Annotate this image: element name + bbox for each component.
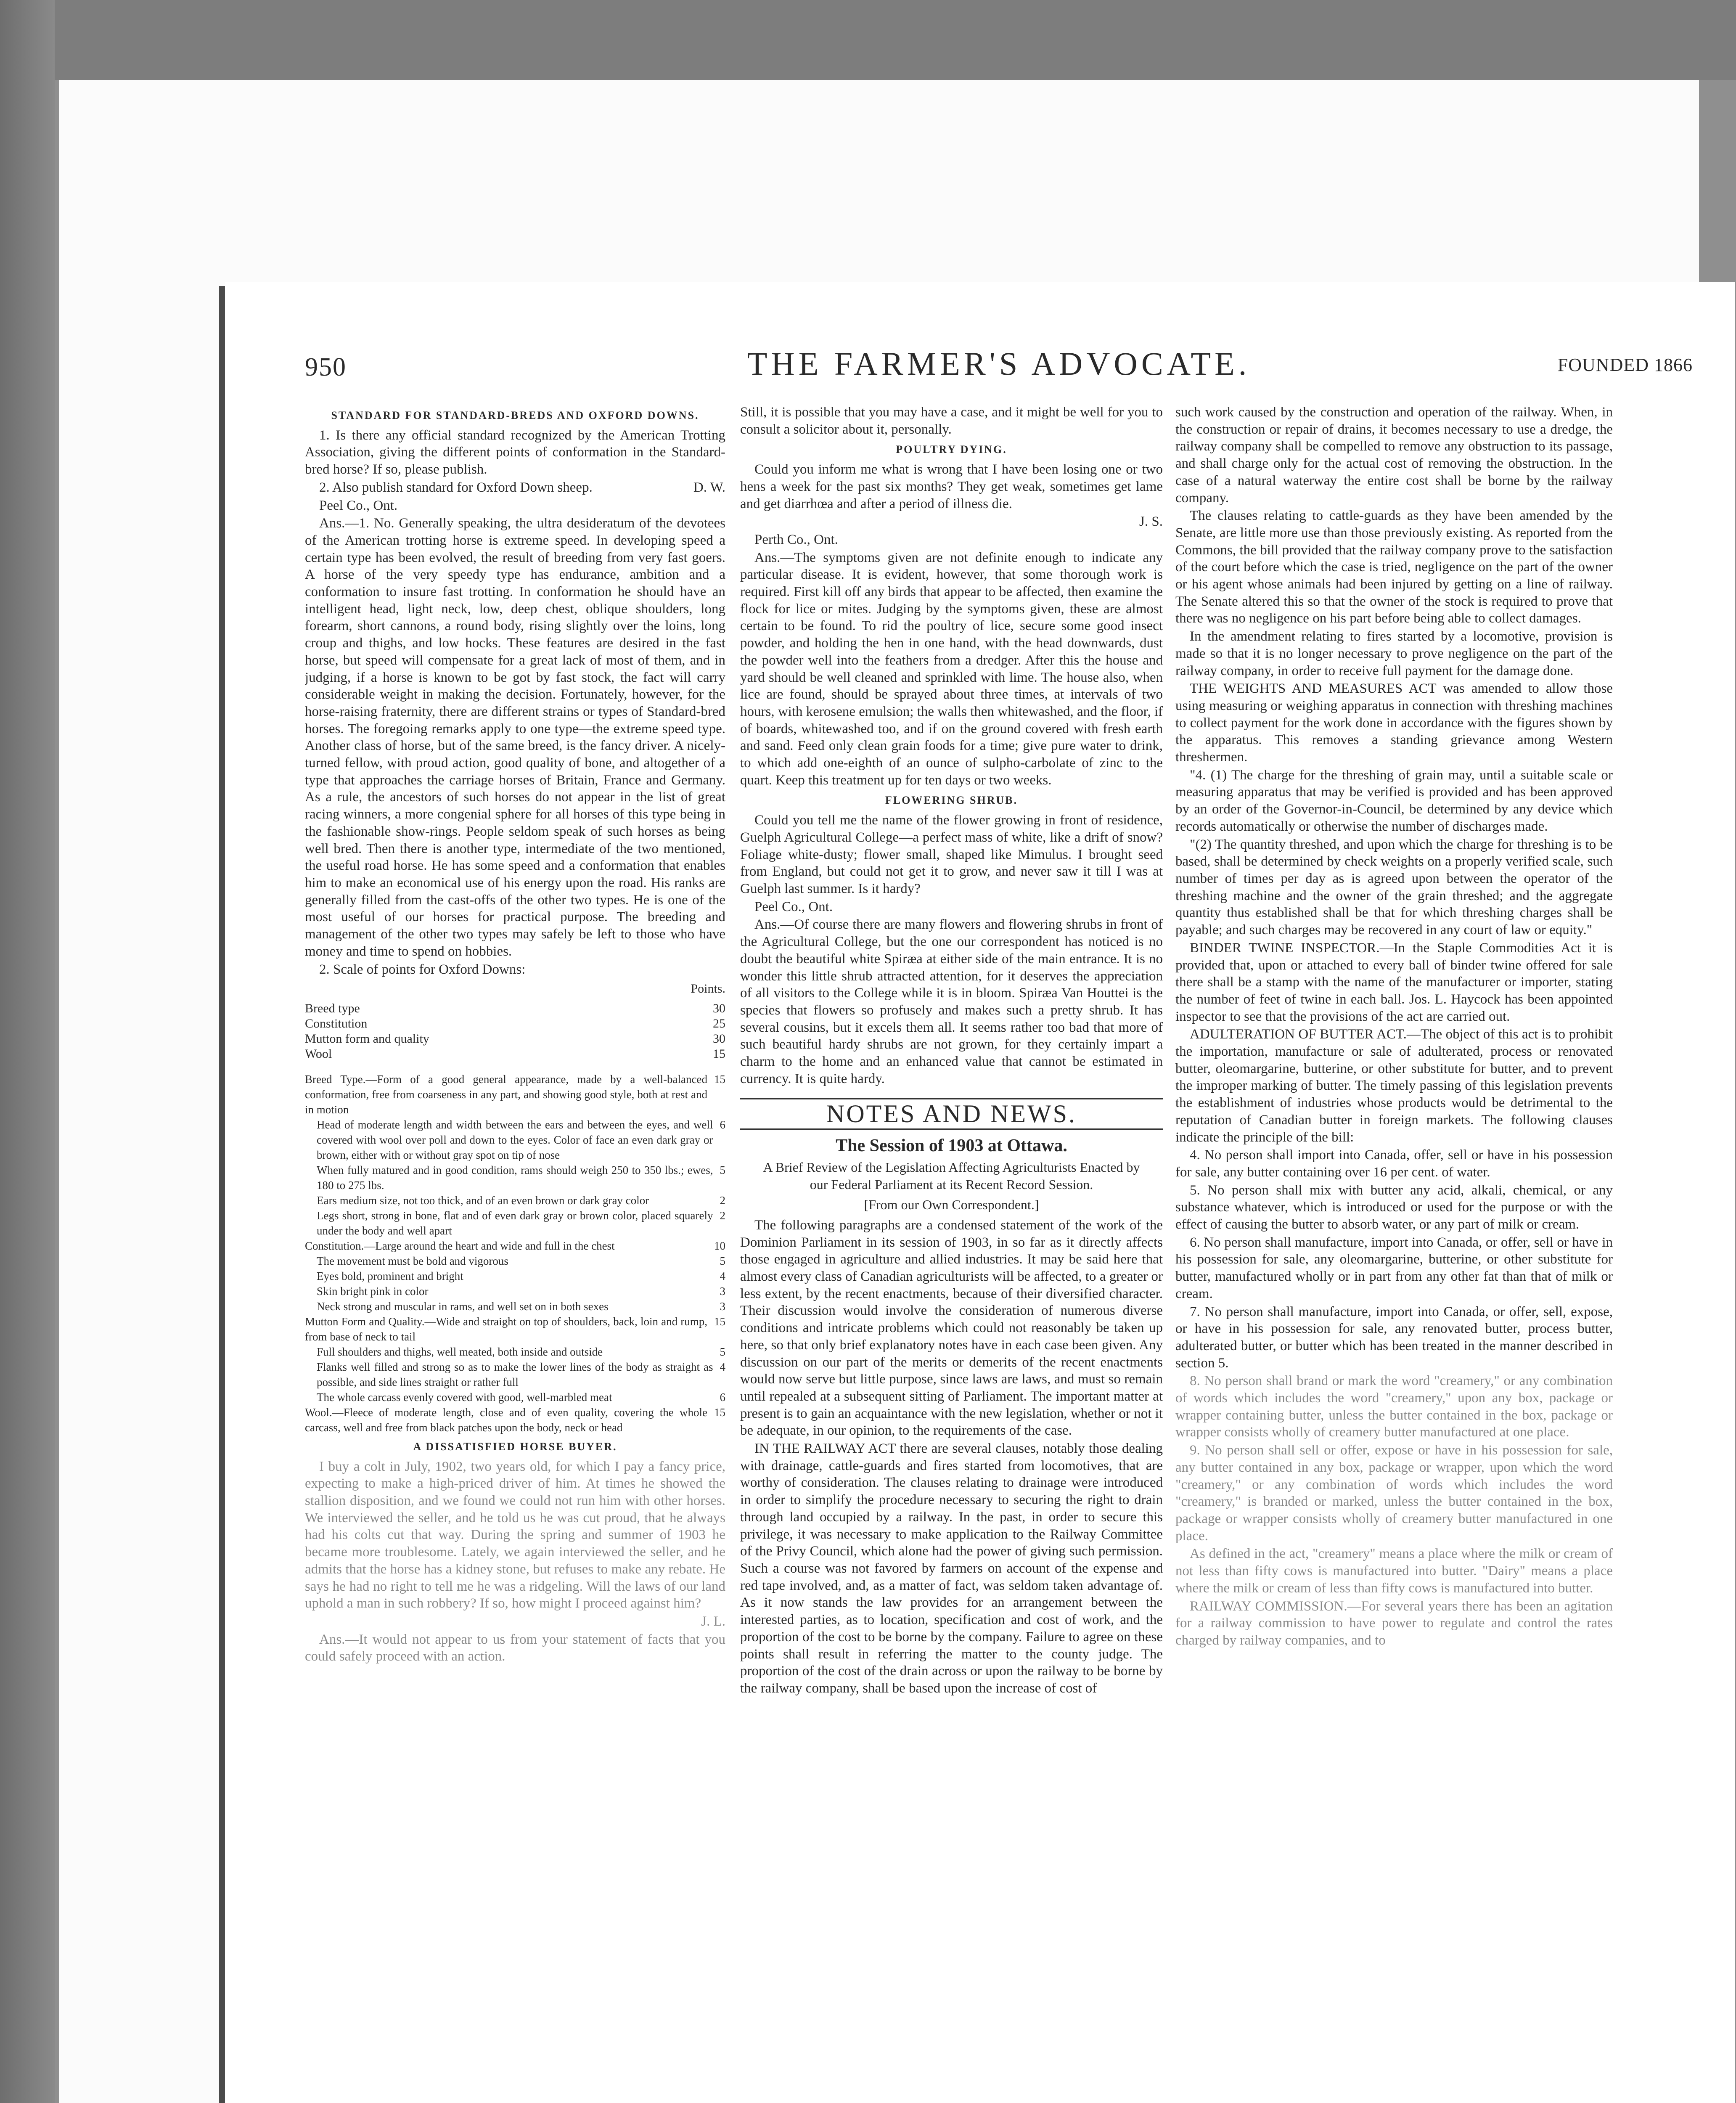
scale-detail-row — [305, 1072, 725, 1117]
scale-row — [305, 1001, 725, 1016]
scale-of-points-table — [305, 1001, 725, 1062]
scale-detail-text: Mutton Form and Quality.—Wide and straight on top of shoulders, back, loin and rump, from base of neck to tail — [305, 1315, 707, 1343]
poultry-question: Could you inform me what is wrong that I have been losing one or two hens a week for the past six months? They get weak, sometimes get lame and get diarrhœa and after a period of illness die. — [740, 462, 1163, 511]
poultry-initials: J. S. — [1139, 514, 1163, 530]
scale-detail-points: 4 — [720, 1360, 725, 1373]
shrub-location: Peel Co., Ont. — [754, 899, 833, 914]
scale-detail-row — [305, 1208, 725, 1238]
article-paragraph: RAILWAY COMMISSION.—For several years there has been an agitation for a railway commission to have power to regulate and control the rates charged by railway companies, and to — [1175, 1598, 1613, 1648]
scale-row — [305, 1031, 725, 1046]
scale-detail-text: The movement must be bold and vigorous — [317, 1254, 508, 1267]
scale-detail-text: Skin bright pink in color — [317, 1285, 429, 1298]
poultry-heading: POULTRY DYING. — [896, 443, 1007, 456]
article-paragraph: 9. No person shall sell or offer, expose or have in his possession for sale, any butter contained in any box, package or wrapper, upon which the word "creamery," or any combination of words which includes the word "creamery," is branded or marked, unless the butter contained in the box, package or wrapper consists wholly of creamery butter manufactured in one place. — [1175, 1443, 1613, 1544]
scale-detail-points: 3 — [720, 1285, 725, 1298]
buyer-question: I buy a colt in July, 1902, two years old, for which I pay a fancy price, expecting to make a high-priced driver of him. At times he showed the stallion disposition, and we found we could not run him with other horses. We interviewed the seller, and he told us he was cut proud, that he always had his colts cut that way. During the spring and summer of 1903 he became more troublesome. Lately, we again interviewed the seller, and he admits that the horse has a kidney stone, but refuses to make any rebate. He says he had no right to tell me he was a ridgeling. Will the laws of our land uphold a man in such robbery? If so, how might I proceed against him? — [305, 1459, 725, 1611]
scale-detail-text: Full shoulders and thighs, well meated, both inside and outside — [317, 1345, 603, 1358]
article-paragraph: 7. No person shall manufacture, import into Canada, or offer, sell, expose, or have in his possession for sale, any renovated butter, process butter, adulterated butter, or butter which has been treated in the manner described in section 5. — [1175, 1304, 1613, 1371]
page-header — [305, 345, 1693, 395]
scale-detail-text: Ears medium size, not too thick, and of an even brown or dark gray color — [317, 1194, 649, 1207]
scale-detail-points: 5 — [720, 1163, 725, 1176]
article-paragraph: 4. No person shall import into Canada, offer, sell or have in his possession for sale, any butter containing over 16 per cent. of water. — [1175, 1147, 1613, 1180]
scale-points: 25 — [713, 1016, 725, 1030]
scale-detail-row — [305, 1284, 725, 1299]
scale-detail-row — [305, 1253, 725, 1269]
poultry-location: Perth Co., Ont. — [754, 532, 838, 547]
scale-detail-points: 5 — [720, 1345, 725, 1358]
answer-1: Ans.—1. No. Generally speaking, the ultra desideratum of the devotees of the American trotting horse is extreme speed. In developing speed a certain type has been evolved, the result of breeding from very fast goers. A horse of the very speedy type has endurance, ambition and a conformation to insure fast trotting. In conformation he should have an intelligent head, light neck, low, deep chest, oblique shoulders, long forearm, short cannons, a round body, rising slightly over the loins, long croup and thighs, and low hocks. These features are desired in the fast horse, but speed will compensate for a great lack of most of them, and in judging, if a horse is known to be got by fast stock, the fact will carry considerable weight in making the decision. Fortunately, however, for the horse-raising fraternity, there are different strains or types of Standard-bred horses. The foregoing remarks apply to one type—the extreme speed type. Another class of horse, but of the same breed, is the fancy driver. A nicely-turned fellow, with proud action, good quality of bone, and altogether of a type that approaches the carriage horses of Britain, France and Germany. As a rule, the ancestors of such horses do not appear in the list of great racing winners, a more congenial sphere for all horses of this type being in the fashionable show-rings. People seldom speak of such horses as being well bred. Then there is another type, intermediate of the two mentioned, the useful road horse. He has some speed and a conformation that enables him to make an economical use of his energy upon the road. His ranks are generally filled from the cast-offs of the other two types. He is one of the most useful of our horses for practical purpose. The breeding and management of the other two types may safely be left to those who have money and time to spend on hobbies. — [305, 516, 725, 959]
scale-detail-row — [305, 1163, 725, 1193]
scale-detail-row — [305, 1269, 725, 1284]
railway-act-paragraph: IN THE RAILWAY ACT there are several clauses, notably those dealing with drainage, cattle-guards and fires started from locomotives, that are worthy of consideration. The clauses relating to drainage were introduced in order to simplify the procedure necessary to securing the right to drain through land occupied by a railway. In the past, in order to secure this privilege, it was necessary to make application to the Railway Committee of the Privy Council, which alone had the power of giving such permission. Such a course was not favored by farmers on account of the expense and red tape involved, and, as a matter of fact, was seldom taken advantage of. As it now stands the law provides for an arrangement between the interested parties, as to location, specification and cost of work, and the proportion of the cost to be borne by the company. Failure to agree on these points shall result in referring the matter to the county judge. The proportion of the cost of the drain across or upon the railway to be borne by the railway company, shall be based upon the increase of cost of — [740, 1441, 1163, 1696]
question-1: 1. Is there any official standard recognized by the American Trotting Association, giving the different points of conformation in the Standard-bred horse? If so, please publish. — [305, 427, 725, 477]
session-paragraph: The following paragraphs are a condensed statement of the work of the Dominion Parliament in its session of 1903, in so far as it directly affects those engaged in agriculture and allied industries. It may be said here that almost every class of Canadian agriculturists will be affected, to a greater or less extent, by the recent enactments, because of their diversified character. Their discussion would involve the consideration of numerous diverse conditions and intricate problems which could not reasonably be taken up here, so that only brief explanatory notes have in each case been given. Any discussion on our part of the merits or demerits of the recent enactments would now serve but little purpose, since laws are laws, and must so remain until repealed at a subsequent sitting of Parliament. The important matter at present is to gain an acquaintance with the new legislation, whether or not it be adequate, in our opinion, to the requirements of the case. — [740, 1217, 1163, 1438]
scale-detail-text: Eyes bold, prominent and bright — [317, 1269, 463, 1282]
scanner-background — [55, 0, 1736, 80]
question-location: Peel Co., Ont. — [319, 498, 398, 513]
scale-label: Breed type — [305, 1001, 360, 1015]
article-paragraph: "(2) The quantity threshed, and upon which the charge for threshing is to be based, shall be determined by check weights on a properly verified scale, such number of times per day as is agreed upon between the operator of the threshing machine and the owner of the grain threshed; and the aggregate quantity thus established shall be that for which threshing charges shall be payable; and such charges may be recovered in any court of law or equity." — [1175, 837, 1613, 938]
scale-label: Wool — [305, 1046, 332, 1061]
session-title: The Session of 1903 at Ottawa. — [836, 1136, 1067, 1156]
scale-detail-row — [305, 1193, 725, 1208]
scale-detail-points: 2 — [720, 1194, 725, 1207]
continuation-text: Still, it is possible that you may have a case, and it might be well for you to consult a solicitor about it, personally. — [740, 405, 1163, 437]
scale-points: 15 — [713, 1046, 725, 1061]
scale-points: 30 — [713, 1001, 725, 1015]
scale-detail-row — [305, 1344, 725, 1359]
page-number: 950 — [305, 353, 347, 381]
standard-heading: STANDARD FOR STANDARD-BREDS AND OXFORD DOWNS. — [331, 409, 699, 421]
scale-detail-points: 15 — [714, 1315, 725, 1328]
question-2 — [305, 479, 725, 496]
answer-2-intro: 2. Scale of points for Oxford Downs: — [319, 961, 526, 977]
notes-and-news-heading: NOTES AND NEWS. — [740, 1098, 1163, 1130]
masthead-title: THE FARMER'S ADVOCATE. — [747, 345, 1251, 382]
buyer-answer: Ans.—It would not appear to us from your statement of facts that you could safely proceed with an action. — [305, 1632, 725, 1664]
scale-detail-text: Breed Type.—Form of a good general appearance, made by a well-balanced conformation, free from coarseness in any part, and showing good style, both at rest and in motion — [305, 1073, 707, 1116]
scale-detail-text: Neck strong and muscular in rams, and well set on in both sexes — [317, 1300, 609, 1313]
founded-note: FOUNDED 1866 — [1557, 355, 1693, 375]
article-paragraph: THE WEIGHTS AND MEASURES ACT was amended to allow those using measuring or weighing apparatus in connection with threshing machines to collect payment for the work done in accordance with the figures shown by the apparatus. This removes a standing grievance among Western threshermen. — [1175, 681, 1613, 765]
scale-detail-text: The whole carcass evenly covered with good, well-marbled meat — [317, 1391, 612, 1404]
article-paragraph: The clauses relating to cattle-guards as they have been amended by the Senate, are little more use than those previously existing. As reported from the Commons, the bill provided that the railway company prove to the satisfaction of the court before which the case is tried, negligence on the part of the owner or his agent whose animals had been injured by getting on a line of railway. The Senate altered this so that the owner of the stock is required to prove that there was no negligence on his part before being able to collect damages. — [1175, 508, 1613, 626]
column-2 — [740, 404, 1163, 2103]
scale-detail-points: 6 — [720, 1118, 725, 1131]
scale-detail-row — [305, 1299, 725, 1314]
article-paragraph: "4. (1) The charge for the threshing of grain may, until a suitable scale or measuring apparatus that may be verified is provided and has been approved by an order of the Governor-in-Council, be determined by any device which records automatically or otherwise the number of discharges made. — [1175, 767, 1613, 834]
scale-detail-text: Flanks well filled and strong so as to make the lower lines of the body as straight as possible, and side lines straight or rather full — [317, 1360, 713, 1388]
scale-detail-row — [305, 1238, 725, 1253]
scale-detail-points: 2 — [720, 1209, 725, 1222]
scale-detail-points: 3 — [720, 1300, 725, 1313]
scale-detail-row — [305, 1390, 725, 1405]
session-subtitle: A Brief Review of the Legislation Affecting Agriculturists Enacted by our Federal Parliament at its Recent Record Session. — [763, 1159, 1140, 1192]
points-label: Points. — [691, 982, 725, 996]
scale-detail-row — [305, 1405, 725, 1435]
scale-label: Constitution — [305, 1016, 368, 1030]
scale-detail-points: 5 — [720, 1254, 725, 1267]
scale-row — [305, 1046, 725, 1062]
scale-detail-text: Legs short, strong in bone, flat and of even dark gray or brown color, placed squarely under the body and well apart — [317, 1209, 713, 1237]
scale-detail-text: Wool.—Fleece of moderate length, close and of even quality, covering the whole carcass, well and free from black patches upon the body, neck or head — [305, 1406, 707, 1434]
scale-details — [305, 1072, 725, 1435]
column-1 — [305, 404, 725, 2103]
shrub-answer: Ans.—Of course there are many flowers and flowering shrubs in front of the Agricultural College, but the one our correspondent has noticed is no doubt the beautiful white Spiræa at either side of the main entrance. It is no wonder this little shrub attracted attention, for it deserves the appreciation of all visitors to the College while it is in bloom. Spiræa Van Houttei is the species that flowers so profusely and makes such a pretty shrub. It has several cousins, but it excels them all. It seems rather too bad that more of such beautiful hardy shrubs are not grown, for they certainly impart a charm to the home and an enhanced value that cannot be estimated in currency. It is quite hardy. — [740, 917, 1163, 1086]
scale-detail-text: When fully matured and in good condition, rams should weigh 250 to 350 lbs.; ewes, 180 to 275 lbs. — [317, 1163, 713, 1192]
poultry-answer: Ans.—The symptoms given are not definite enough to indicate any particular disease. It is evident, however, that some thorough work is required. First kill off any birds that appear to be affected, then examine the flock for lice or mites. Judging by the symptoms given, these are almost certain to be found. To rid the poultry of lice, secure some good insect powder, and holding the hen in one hand, with the head downwards, dust the powder well into the feathers from a dredger. After this the house and yard should be well cleaned and sprinkled with lime. The house also, when lice are found, should be sprayed about three times, at intervals of two hours, with kerosene emulsion; the walls then whitewashed, and the floor, if of boards, whitewashed too, and if on the ground covered with fresh earth and sand. Feed only clean grain foods for a time; give pure water to drink, to which add one-eighth of an ounce of sulpho-carbolate of zinc to the quart. Keep this treatment up for ten days or two weeks. — [740, 550, 1163, 788]
scale-row — [305, 1016, 725, 1031]
scale-detail-points: 15 — [714, 1406, 725, 1419]
article-paragraph: BINDER TWINE INSPECTOR.—In the Staple Commodities Act it is provided that, upon or attached to every ball of binder twine offered for sale there shall be a stamp with the name of the manufacturer or importer, stating the number of feet of twine in each ball. Jos. L. Haycock has been appointed inspector to see that the provisions of the act are carried out. — [1175, 940, 1613, 1024]
scale-detail-row — [305, 1314, 725, 1344]
buyer-initials: J. L. — [701, 1613, 725, 1629]
shrub-heading: FLOWERING SHRUB. — [885, 794, 1018, 807]
scale-detail-points: 15 — [714, 1073, 725, 1086]
scale-detail-text: Constitution.—Large around the heart and wide and full in the chest — [305, 1239, 615, 1252]
shrub-question: Could you tell me the name of the flower growing in front of residence, Guelph Agricultural College—a perfect mass of white, like a drift of snow? Foliage white-dusty; flower small, shaped like Mimulus. I brought seed from England, but could not get it to grow, and never saw it till I was at Guelph last summer. Is it hardy? — [740, 813, 1163, 896]
scale-detail-points: 6 — [720, 1391, 725, 1404]
scale-detail-points: 4 — [720, 1269, 725, 1282]
scale-detail-row — [305, 1117, 725, 1163]
article-paragraph: ADULTERATION OF BUTTER ACT.—The object of this act is to prohibit the importation, manufacture or sale of adulterated, process or renovated butter, oleomargarine, butterine, or other substitute for butter, and to prevent the improper marking of butter. The timely passing of this legislation prevents the establishment of industries whose products would be detrimental to the reputation of Canadian butter in foreign markets. The following clauses indicate the principle of the bill: — [1175, 1027, 1613, 1145]
article-paragraph: In the amendment relating to fires started by a locomotive, provision is made so that it is no longer necessary to prove negligence on the part of the railway company, in order to receive full payment for the damage done. — [1175, 629, 1613, 678]
scale-detail-points: 10 — [714, 1239, 725, 1252]
article-paragraph: 6. No person shall manufacture, import into Canada, or offer, sell or have in his possession for sale, any oleomargarine, butterine, or other substitute for butter, manufactured wholly or in part from any other fat than that of milk or cream. — [1175, 1234, 1613, 1301]
question-2-text: 2. Also publish standard for Oxford Down sheep. — [319, 479, 593, 495]
article-paragraph: As defined in the act, "creamery" means a place where the milk or cream of not less than fifty cows is manufactured into butter. "Dairy" means a place where the milk or cream of less than fifty cows is manufactured into butter. — [1175, 1546, 1613, 1596]
correspondent-credit: [From our Own Correspondent.] — [864, 1197, 1039, 1213]
newspaper-page — [225, 282, 1735, 2103]
scanner-edge — [0, 0, 55, 2103]
article-paragraph: 5. No person shall mix with butter any acid, alkali, chemical, or any substance whatever, which is introduced or used for the purpose or with the effect of causing the butter to absorb water, or any part of milk or cream. — [1175, 1182, 1613, 1232]
article-paragraph: such work caused by the construction and operation of the railway. When, in the construction or repair of drains, it becomes necessary to use a dredge, the railway company shall be compelled to remove any obstruction to its passage, and shall charge only for the actual cost of removing the obstruction. In the case of a natural waterway the entire cost shall be borne by the railway company. — [1175, 405, 1613, 506]
question-2-initials: D. W. — [693, 479, 725, 495]
scale-detail-row — [305, 1359, 725, 1390]
scale-points: 30 — [713, 1031, 725, 1046]
buyer-heading: A DISSATISFIED HORSE BUYER. — [413, 1440, 617, 1453]
scale-label: Mutton form and quality — [305, 1031, 429, 1046]
article-paragraph: 8. No person shall brand or mark the word "creamery," or any combination of words which includes the word "creamery," upon any box, package or wrapper containing butter, unless the butter contained in the box, package or wrapper consists wholly of creamery butter manufactured at one place. — [1175, 1373, 1613, 1440]
column-3 — [1175, 404, 1613, 2103]
scale-detail-text: Head of moderate length and width between the ears and between the eyes, and well covered with wool over poll and down to the eyes. Color of face an even dark gray or brown, either with or without gray spot on tip of nose — [317, 1118, 713, 1161]
